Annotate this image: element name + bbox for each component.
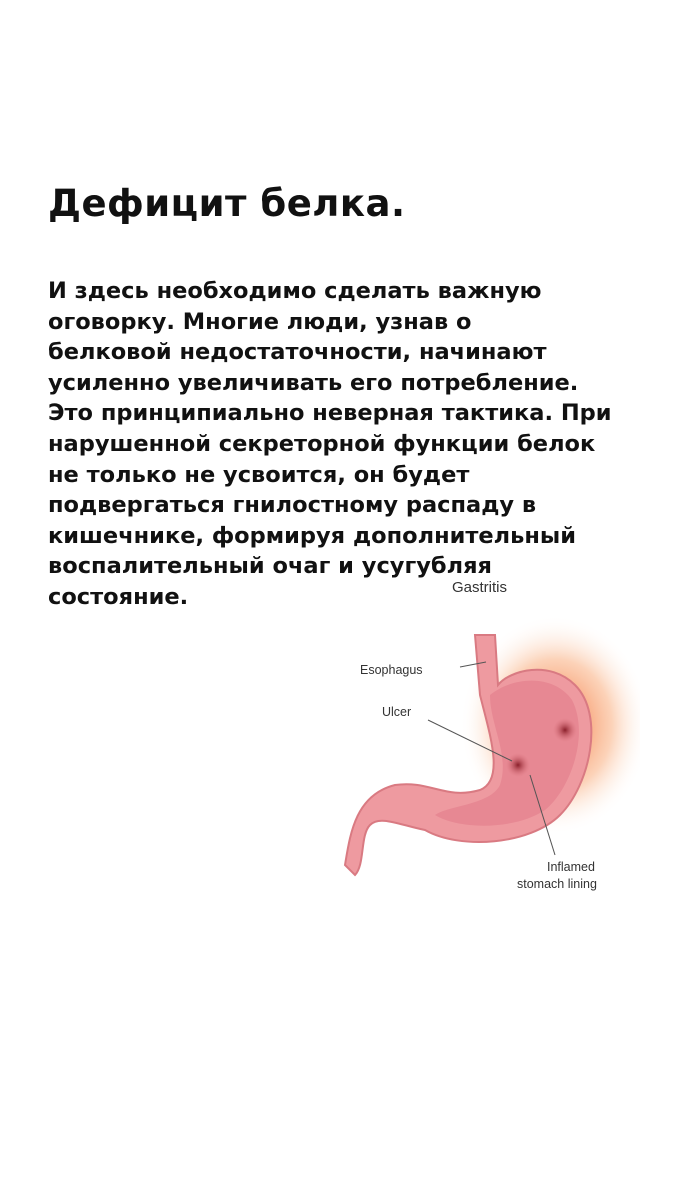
paragraph-line: усиленно увеличивать его потребление. [48, 369, 579, 396]
paragraph-line: подвергаться гнилостному распаду в [48, 492, 537, 519]
paragraph-line: нарушенной секреторной функции белок [48, 430, 596, 457]
label-stomach-lining: stomach lining [517, 877, 597, 891]
paragraph-line: Это принципиально неверная тактика. При [48, 400, 612, 427]
paragraph-line: кишечнике, формируя дополнительный [48, 522, 577, 549]
paragraph [48, 276, 612, 613]
label-ulcer: Ulcer [382, 705, 412, 719]
label-esophagus: Esophagus [360, 663, 423, 677]
paragraph-line: состояние. [48, 583, 189, 610]
page-title: Дефицит белка. [48, 182, 406, 225]
paragraph-line: воспалительный очаг и усугубляя [48, 553, 492, 580]
stomach-illustration [340, 575, 640, 905]
label-inflamed: Inflamed [547, 860, 595, 874]
paragraph-line: не только не усвоится, он будет [48, 461, 470, 488]
paragraph-line: белковой недостаточности, начинают [48, 339, 547, 366]
paragraph-line: И здесь необходимо сделать важную [48, 278, 542, 304]
paragraph-line: оговорку. Многие люди, узнав о [48, 308, 472, 335]
figure-title: Gastritis [452, 579, 508, 596]
stomach-drawing [340, 575, 640, 905]
